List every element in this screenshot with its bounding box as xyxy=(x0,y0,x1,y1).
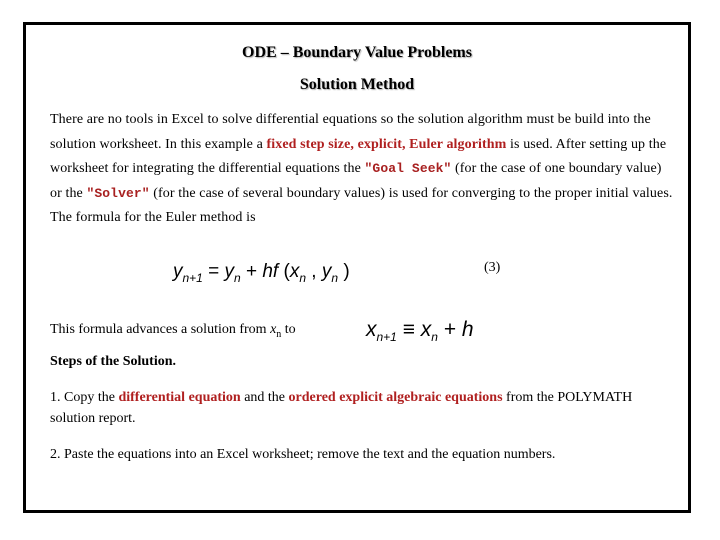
advance-x: x xyxy=(270,322,277,337)
step1-text-3: from the POLYMATH solution report. xyxy=(50,390,633,426)
step1-highlight-de: differential equation xyxy=(118,390,241,405)
eq1-hf: hf xyxy=(262,261,279,282)
eq1-sub: n+1 xyxy=(182,270,203,285)
intro-paragraph xyxy=(50,108,675,231)
slide-frame xyxy=(23,22,691,513)
eq1-open: ( xyxy=(278,261,290,282)
eq1-y2: y xyxy=(321,261,332,282)
slide-subtitle: Solution Method xyxy=(299,76,415,93)
step1-text-1: 1. Copy the xyxy=(50,390,119,405)
eq2-x: x xyxy=(366,318,377,341)
eq1-subx: n xyxy=(299,270,307,285)
advance-text xyxy=(50,322,296,340)
eq1-y: y xyxy=(173,261,183,282)
step1-text-2: and the xyxy=(240,390,289,405)
eq2-sub1: n+1 xyxy=(376,330,397,345)
eq1-suby2: n xyxy=(331,270,339,285)
intro-text-2: is used. After setting up the worksheet for integrating the differential equations the xyxy=(50,136,667,176)
eq1-comma: , xyxy=(306,261,322,282)
advance-label: This formula advances a solution from xyxy=(50,322,271,337)
intro-highlight-euler: fixed step size, explicit, Euler algorithm xyxy=(266,136,507,152)
intro-highlight-goal-seek: "Goal Seek" xyxy=(364,161,452,176)
intro-text-4: (for the case of several boundary values) is used for converging to the proper initial values. xyxy=(149,185,673,201)
eq1-subn: n xyxy=(234,270,241,285)
advance-to: to xyxy=(281,322,296,337)
advance-sub: n xyxy=(276,328,282,340)
euler-intro-line: The formula for the Euler method is xyxy=(50,210,256,225)
step-equation xyxy=(366,318,474,344)
step-2: 2. Paste the equations into an Excel worksheet; remove the text and the equation numbers. xyxy=(50,447,556,462)
intro-highlight-solver: "Solver" xyxy=(86,185,150,201)
steps-heading: Steps of the Solution. xyxy=(50,354,177,369)
eq1-close: ) xyxy=(338,261,350,282)
eq1-x: x xyxy=(289,261,300,282)
eq2-op: ≡ xyxy=(396,318,421,341)
eq2-x2: x xyxy=(420,318,432,341)
step1-highlight-algebraic: ordered explicit algebraic equations xyxy=(288,390,503,405)
eq1-equals: = xyxy=(202,261,225,282)
eq2-h: h xyxy=(461,318,474,341)
eq2-plus: + xyxy=(437,318,462,341)
euler-equation xyxy=(173,261,350,285)
eq1-yn: y xyxy=(224,261,235,282)
equation-number: (3) xyxy=(484,260,501,275)
intro-text-3: (for the case of one boundary value) or the xyxy=(50,161,662,201)
step-1 xyxy=(50,387,675,429)
eq2-sub2: n xyxy=(431,330,438,345)
intro-text-1: There are no tools in Excel to solve differential equations so the solution algorithm must be build into the solution worksheet. In this example a xyxy=(50,112,651,152)
slide-title: ODE – Boundary Value Problems xyxy=(242,44,472,61)
eq1-plus: + xyxy=(240,261,263,282)
